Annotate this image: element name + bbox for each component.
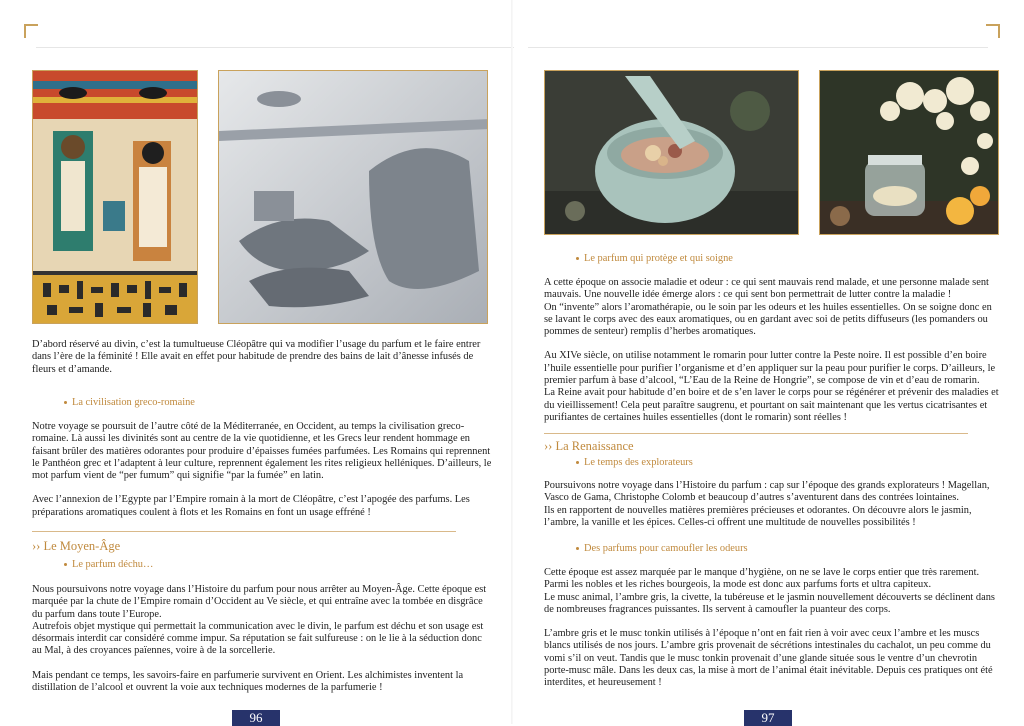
section-heading-renaissance: ›› La Renaissance xyxy=(544,439,634,453)
bullet-dot xyxy=(576,547,579,550)
stone-relief-illustration xyxy=(219,71,488,324)
paragraph-egypte-annexion: Avec l’annexion de l’Egypte par l’Empire romain à la mort de Cléopâtre, c’est l’apogée des parfums. Les préparations aromatiques coulent à flots et les Romains en font un usage effréné ! xyxy=(32,494,470,518)
egyptian-painting-image xyxy=(32,70,198,324)
camoufler-block xyxy=(544,567,1000,690)
protege-soigne-block xyxy=(544,277,1000,424)
paragraph-parfum-dechu: Autrefois objet mystique qui permettait la communication avec le divin, le parfum est déchu et son usage est désormais interdit car considéré comme impur. Sa réputation se fait sulfureuse : on le lie à la séduction donc au Mal, à des croyances païennes, voire à de la sorcellerie. xyxy=(32,620,484,657)
bullet-dot xyxy=(576,461,579,464)
subheading-explorateurs: Le temps des explorateurs xyxy=(544,457,1000,469)
section-marker: ›› xyxy=(32,539,41,553)
paragraph-musc-ambre: Le musc animal, l’ambre gris, la civette, la tubéreuse et le jasmin nouvellement découverts se déclinent dans de nombreuses fragrances puissantes. Ils servent à camoufler la puanteur des corps. xyxy=(544,591,995,615)
intro-paragraph-block xyxy=(32,339,492,376)
page-number-left: 96 xyxy=(232,710,280,726)
intro-paragraph: D’abord réservé au divin, c’est la tumultueuse Cléopâtre qui va modifier l’usage du parfum et le faire entrer dans l’ère de la féminité ! Elle avait en effet pour habitude de prendre des bains de lait d’ânesse infusés de fleurs et d’amande. xyxy=(32,339,481,375)
subheading-parfum-dechu: Le parfum déchu… xyxy=(32,559,492,571)
greco-romaine-block xyxy=(32,421,492,519)
section-marker: ›› xyxy=(544,439,553,453)
paragraph-maladie-odeur: A cette époque on associe maladie et odeur : ce qui sent mauvais rend malade, et une personne malade sent mauvais. Une nouvelle idée émerge alors : ce qui sent bon permettrait de lutter contre la maladie ! xyxy=(544,277,989,301)
page-number-right: 97 xyxy=(744,710,792,726)
paragraph-explorateurs: Poursuivons notre voyage dans l’Histoire du parfum : cap sur l’époque des grands explorateurs ! Magellan, Vasco de Gama, Christophe Colomb et beaucoup d’autres s’aventurent dans des contrées lointaines. xyxy=(544,480,990,504)
paragraph-greco-romaine: Notre voyage se poursuit de l’autre côté de la Méditerranée, en Occident, au temps la civilisation greco-romaine. Là aussi les divinités sont au centre de la vie quotidienne, et les Grecs leur rendent hommage en faisant brûler des matières odorantes pour produire d’épaisses fumées parfumées. Les Romains qui reprennent le Panthéon grec et l’adaptent à leur culture, reprennent également les rites religieux helléniques. D’ailleurs, le mot parfum vient de “per fumum” qui signifie “par la fumée” en latin. xyxy=(32,421,492,482)
mortar-pestle-image xyxy=(544,70,799,235)
stone-relief-image xyxy=(218,70,488,324)
paragraph-orient: Mais pendant ce temps, les savoirs-faire en parfumerie survivent en Orient. Les alchimistes inventent la distillation de l’alcool et ouvrent la voie aux techniques modernes de la parfumerie ! xyxy=(32,669,464,694)
paragraph-matieres-premieres: Ils en rapportent de nouvelles matières premières précieuses et odorantes. On découvre alors le jasmin, l’ambre, la vanille et les épices. Celles-ci offrent une multitude de nouvelles possibilités ! xyxy=(544,504,972,528)
section-divider xyxy=(544,433,968,434)
paragraph-ambre-gris: L’ambre gris et le musc tonkin utilisés à l’époque n’ont en fait rien à voir avec ceux l’ambre et les muscs blancs utilisés de nos jours. L’ambre gris provenait de sécrétions intestinales du cachalot, un peu comme du vomi s’il on veut. Tandis que le musc tonkin provenait d’une glande située sous le ventre d’un chevrotin porte-musc mâle. Dans les deux cas, la mise à mort de l’animal était inévitable. Depuis ces pratiques ont été interdites, et heureusement ! xyxy=(544,628,993,689)
book-gutter xyxy=(511,0,513,724)
subheading-protege-soigne: Le parfum qui protège et qui soigne xyxy=(544,253,1000,265)
paragraph-reine: La Reine avait pour habitude d’en boire et de s’en laver le corps pour se régénérer et prévenir des maladies et du vieillissement! Cela peut paraître saugrenu, et pourtant on sait maintenant que les vertus cicatrisantes et purifiantes de certaines huiles essentielles (dont le romarin) sont réelles ! xyxy=(544,387,999,423)
paragraph-moyen-age-intro: Nous poursuivons notre voyage dans l’Histoire du parfum pour nous arrêter au Moyen-Âge. Cette époque est marquée par la chute de l’Empire romain d’Occident au Ve siècle, et qui entraîne avec la tombée en disgrâce du parfum dans toute l’Europe. xyxy=(32,584,487,620)
paragraph-aromatherapie: On “invente” alors l’aromathérapie, ou le soin par les odeurs et les huiles essentielles. On se soigne donc en se lavant le corps avec des eaux aromatiques, ou en gardant avec soi de petits diffuseurs (les pomanders ou pommes de senteur) remplis d’herbes aromatiques. xyxy=(544,301,992,338)
section-heading-moyen-age: ›› Le Moyen-Âge xyxy=(32,539,121,553)
jar-flowers-image xyxy=(819,70,999,235)
paragraph-romarin: Au XIVe siècle, on utilise notamment le romarin pour lutter contre la Peste noire. Il est possible d’en boire l’huile essentielle pour purifier l’organisme et d’en appliquer sur la peau pour purifier le corps. D’ailleurs, le premier parfum à base d’alcool, “L’Eau de la Reine de Hongrie”, se compose de vin et d’eau de romarin. xyxy=(544,350,996,387)
egyptian-painting-illustration xyxy=(33,71,198,324)
moyen-age-block xyxy=(32,584,492,694)
bullet-dot xyxy=(576,257,579,260)
section-divider xyxy=(32,531,456,532)
bullet-dot xyxy=(64,401,67,404)
jar-flowers-illustration xyxy=(820,71,999,235)
mortar-pestle-illustration xyxy=(545,71,799,235)
bullet-dot xyxy=(64,563,67,566)
explorateurs-block xyxy=(544,480,1000,529)
subheading-greco-romaine: La civilisation greco-romaine xyxy=(32,397,492,409)
subheading-camoufler: Des parfums pour camoufler les odeurs xyxy=(544,543,1000,555)
left-page xyxy=(32,0,492,724)
right-page xyxy=(544,0,1000,724)
paragraph-hygiene: Cette époque est assez marquée par le manque d’hygiène, on ne se lave le corps entier que très rarement. Parmi les nobles et les riches bourgeois, la mode est donc aux parfums forts et ultra capiteux. xyxy=(544,567,980,591)
